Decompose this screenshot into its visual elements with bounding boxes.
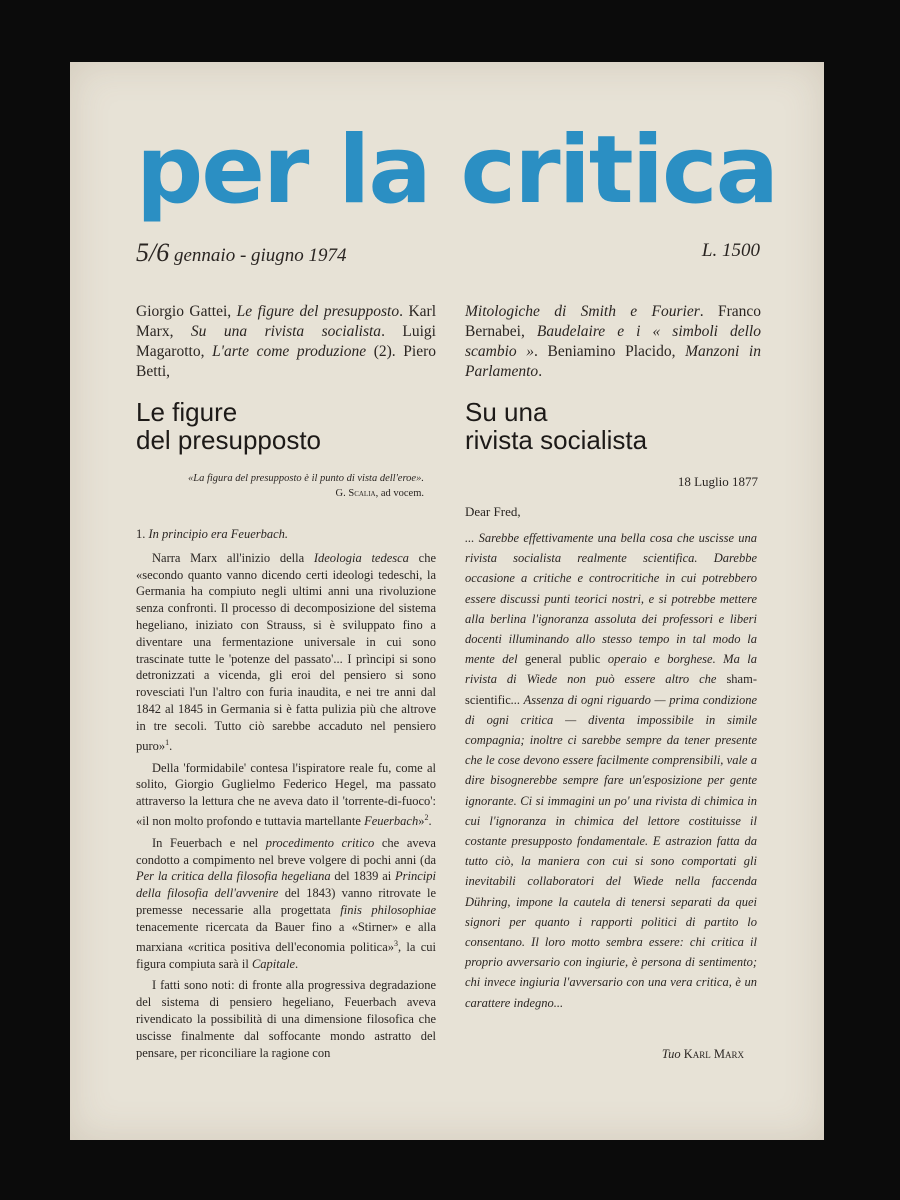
section-number: 1. [136,527,149,541]
text-run-italic: Capitale [251,956,295,971]
contents-text: Giorgio Gattei, [136,303,237,320]
text-run-italic: procedimento critico [265,835,375,850]
contents-title: Manzoni in Parlamento [465,343,761,380]
letter-date: 18 Luglio 1877 [677,474,758,489]
footnote-ref: 3 [394,938,399,948]
issue-info [136,238,347,268]
section-title: In principio era Feuerbach. [148,527,289,541]
contents-title: Mitologiche di Smith e Fourier [465,303,700,320]
text-run-italic: finis philosophiae [340,903,436,918]
text-run: del 1843) vanno ritrovate le premesse necessarie alla progettata [136,886,437,918]
title-line: Su una [465,397,548,427]
article-title-figure-del-presupposto [136,398,321,454]
text-run-italic: Per la critica della filosofia hegeliana [136,869,331,884]
text-run: Narra Marx all'inizio della [152,550,314,565]
text-run: » [418,814,425,829]
text-run-italic: ... Sarebbe effettivamente una bella cosa che uscisse una rivista socialista realmente scientifica. Darebbe occasione a critiche e controcritiche in cui potrebbero essere discussi punti teorici nostri, e si potrebbe mettere alla berlina l'ignoranza assoluta dei professori e liberi docenti illuminando allo stesso tempo in tal modo la mente del [465,531,757,667]
epigraph-quote: «La figura del presupposto è il punto di vista dell'eroe». [188,473,424,484]
epigraph-source: , ad vocem. [375,488,424,499]
title-line: del presupposto [136,425,322,455]
text-run: che aveva condotto a compimento nel breve volgere di pochi anni (da [136,835,436,867]
journal-masthead: per la critica [136,116,778,225]
text-run: . [295,956,299,971]
text-run: In Feuerbach e nel [152,835,266,850]
text-run-italic: ... Assenza di ogni riguardo — prima condizione di ogni critica — diventa impossibile in simile compagnia; inoltre ci sarebbe sempre da tener presente che le cose devono essere facilmente comprensibili, vale a dire bisognerebbe sempre fare un'esposizione per gente ignorante. Ci si immagini un po' una rivista di chimica in cui l'ignoranza in chimica del lettore costituisse il costante presupposto fondamentale. E astrazion fatta da tutto ciò, la maniera con cui si sono comportati gli inevitabili collaboratori del Wiede nella faccenda Dühring, impone la cautela di tenersi separati da quei signori per quanto i rapporti politici di partito lo consentano. Il loro motto sembra essere: chi critica il proprio avversario con ingiurie, è persona di sentimento; chi invece ingiuria l'avversario con una vera critica, è un carattere indegno... [465,692,757,1010]
table-of-contents-right [465,302,761,382]
contents-text: (2). Piero Betti, [136,343,436,380]
title-line: rivista socialista [465,425,648,455]
issue-number: 5/6 [136,238,170,267]
contents-title: L'arte come produzione [212,343,367,360]
journal-cover-page [70,62,824,1140]
issue-price: L. 1500 [701,240,760,261]
text-run: del 1839 ai [330,869,396,884]
article-title-rivista-socialista [465,398,647,454]
letter-salutation: Dear Fred, [465,504,521,519]
article-body-left [136,526,436,1066]
section-heading [136,526,436,543]
epigraph-attribution [188,487,424,500]
signature-prefix: Tuo [661,1047,684,1061]
epigraph [188,472,424,500]
contents-text: . Franco Bernabei, [465,303,761,340]
text-run: . [428,814,432,829]
signature-name: Karl Marx [683,1047,744,1061]
table-of-contents-left [136,302,436,382]
footnote-ref: 1 [165,737,170,747]
text-run-italic: Principi della filosofia dell'avvenire [136,869,436,901]
paragraph [136,760,436,830]
contents-text: . Luigi Magarotto, [136,323,436,360]
contents-title: Le figure del presupposto [236,303,400,320]
text-run-italic: Ideologia tedesca [313,550,409,565]
paragraph [136,835,436,973]
text-run: Della 'formidabile' contesa l'ispiratore reale fu, come al solito, Giorgio Guglielmo Federico Hegel, ma passato attraverso la lettura che ne aveva dato il 'torrente-di-fuoco': «il non molto profondo e tuttavia martellante [136,760,436,829]
contents-text: . [538,363,543,380]
paragraph [136,550,436,755]
text-run: tenacemente ricercata da Bauer fino a «Stirner» e alla marxiana «critica positiva dell'economia politica» [136,919,436,954]
text-run: che «secondo quanto vanno dicendo certi ideologi tedeschi, la Germania ha compiuto negli ultimi anni una rivoluzione senza confronti. Il processo di decomposizione del sistema hegeliano, iniziato con Strauss, si è sviluppato fino a diventare una fermentazione universale in cui sono trascinate tutte le 'potenze del passato'... I prìncipi si sono detronizzati a vicenda, gli eroi del pensiero si sono rovesciati l'un l'altro con furia inaudita, e nei tre anni dal 1842 al 1845 in Germania si è fatta pulizia più che altrove in tre secoli. Tutto ciò sarebbe accaduto nel pensiero puro» [136,550,436,753]
contents-title: Baudelaire e i « simboli dello scambio » [465,323,761,360]
issue-date: gennaio - giugno 1974 [173,245,347,266]
text-run: , la cui figura compiuta sarà il [136,939,436,971]
paragraph: I fatti sono noti: di fronte alla progressiva degradazione del sistema di pensiero hegeliano, Feuerbach aveva rivendicato la possibilità di una dimensione filosofica che uscisse finalmente dal soffocante mondo astratto del pensare, per riconciliare la ragione con [136,978,436,1060]
epigraph-author: G. Scalia [335,488,376,499]
footnote-ref: 2 [424,812,429,822]
text-run: sham-scientific [465,672,757,707]
text-run-italic: Feuerbach [364,814,419,829]
letter-body [465,528,757,1013]
text-run: general public [525,652,601,667]
contents-text: . Karl Marx, [136,303,437,340]
contents-text: . Beniamino Placido, [534,343,686,360]
letter-signature [662,1047,744,1062]
text-run-italic: operaio e borghese. Ma la rivista di Wiede non può essere altro che [465,652,757,687]
contents-title: Su una rivista socialista [190,323,382,340]
title-line: Le figure [136,397,238,427]
text-run: . [169,738,173,753]
